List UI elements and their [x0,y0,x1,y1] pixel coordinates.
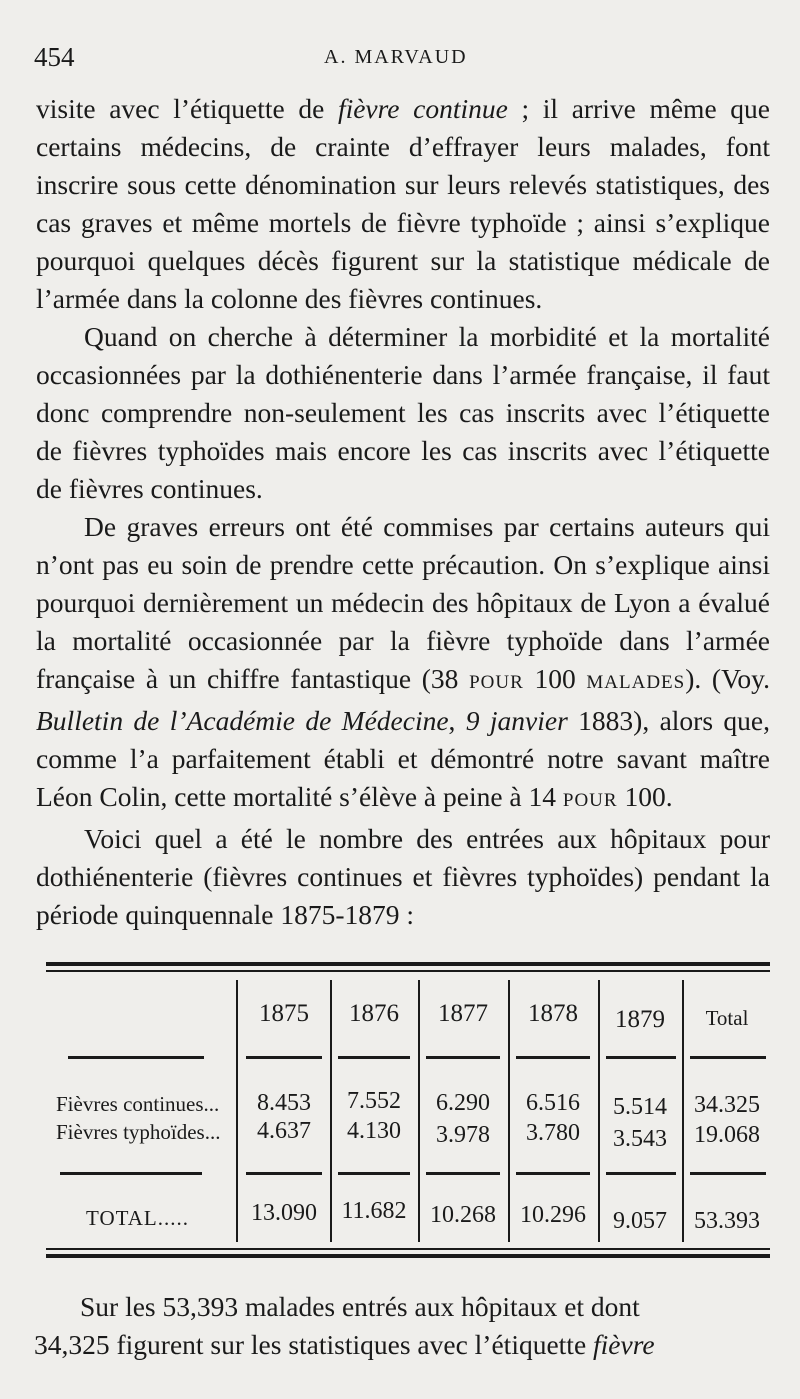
total-header: Total [705,1006,749,1030]
running-title: A. MARVAUD [324,46,468,68]
text: , [448,705,466,736]
table-cell: 10.268 [430,1202,496,1228]
text-line [34,1326,770,1364]
table-cell: 5.514 [613,1094,667,1120]
subtotal-rule [426,1172,500,1175]
table-cell: 3.978 [436,1122,490,1148]
table-cell: 9.057 [613,1208,667,1234]
table-cell: 6.290 [436,1090,490,1116]
header-rule [68,1056,204,1059]
body-text [36,90,770,934]
table-cell: 7.552 [347,1088,401,1114]
header-rule [246,1056,322,1059]
year-header: 1877 [438,1000,488,1027]
table-bottom-rule [46,1254,770,1258]
small-caps-text: POUR [469,672,524,693]
table-cell: 4.130 [347,1118,401,1144]
continuation-text [34,1288,770,1364]
small-caps-text: MALADES [586,672,686,693]
italic-text: 9 janvier [465,705,568,736]
text: ; il arrive même que certains médecins, de crainte d’effrayer leurs malades, font inscrire sous cette dénomination sur leurs relevés statistiques, des cas graves et même mortels de fièvre typhoïde ; ainsi s’explique pourquoi quelques décès figurent sur la statistique médicale de l’armée dans la colonne des fièvres continues. [36,93,770,314]
table-cell: 3.543 [613,1126,667,1152]
subtotal-rule [246,1172,322,1175]
header-rule [338,1056,410,1059]
header-rule [606,1056,676,1059]
year-header: 1878 [528,1000,578,1027]
header-rule [690,1056,766,1059]
paragraph-2: Quand on cherche à déterminer la morbidité et la mortalité occasionnées par la dothiénenterie dans l’armée française, il faut donc comprendre non-seulement les cas inscrits avec l’étiquette de fièvres typhoïdes mais encore les cas inscrits avec l’étiquette de fièvres continues. [36,321,770,504]
subtotal-rule [60,1172,202,1175]
year-header: 1876 [349,1000,399,1027]
text: 100. [617,781,673,812]
text-line: Sur les 53,393 malades entrés aux hôpitaux et dont [80,1291,640,1322]
table-top-rule [46,962,770,966]
text: visite avec l’étiquette de [36,93,338,124]
header-rule [516,1056,590,1059]
subtotal-rule [516,1172,590,1175]
running-head [34,42,774,78]
table-cell: 4.637 [257,1118,311,1144]
text: 1883), alors que, comme l’a parfaitement établi et démontré notre savant maître Léon Colin, cette mortalité s’élève à peine à 14 [36,705,770,812]
subtotal-rule [690,1172,766,1175]
text: 34,325 figurent sur les statistiques avec l’étiquette [34,1329,594,1360]
subtotal-rule [338,1172,410,1175]
year-header: 1879 [615,1006,665,1033]
total-row-label: TOTAL..... [86,1206,190,1230]
table-cell: 3.780 [526,1120,580,1146]
small-caps-text: POUR [562,790,618,811]
row-label: Fièvres typhoïdes... [56,1120,221,1144]
paragraph-1 [36,90,770,318]
column-divider [236,980,238,1242]
page-number: 454 [34,42,75,72]
italic-text: Bulletin de l’Académie de Médecine [36,705,449,736]
table-cell: 11.682 [341,1198,407,1224]
table-cell: 34.325 [694,1092,760,1118]
table-cell: 6.516 [526,1090,580,1116]
text: 100 [523,663,587,694]
statistics-table [46,962,770,1274]
italic-text: fièvre [593,1329,655,1360]
table-top-rule-thin [46,970,770,972]
table-cell: 13.090 [251,1200,317,1226]
table-cell: 8.453 [257,1090,311,1116]
year-header: 1875 [259,1000,309,1027]
table-cell: 53.393 [694,1208,760,1234]
table-bottom-rule-thin [46,1248,770,1250]
italic-text: fièvre continue [337,93,508,124]
paragraph-4: Voici quel a été le nombre des entrées aux hôpitaux pour dothiénenterie (fièvres continues et fièvres typhoïdes) pendant la période quinquennale 1875-1879 : [36,823,770,930]
paragraph-3 [36,508,770,820]
table-cell: 10.296 [520,1202,586,1228]
header-rule [426,1056,500,1059]
table-cell: 19.068 [694,1122,760,1148]
subtotal-rule [606,1172,676,1175]
row-label: Fièvres continues... [56,1092,220,1116]
text: De graves erreurs ont été commises par certains auteurs qui n’ont pas eu soin de prendre cette précaution. On s’explique ainsi pourquoi dernièrement un médecin des hôpitaux de Lyon a évalué la mortalité occasionnée par la fièvre typhoïde dans l’armée française à un chiffre fantastique (38 [36,511,770,694]
text: ). (Voy. [685,663,770,694]
